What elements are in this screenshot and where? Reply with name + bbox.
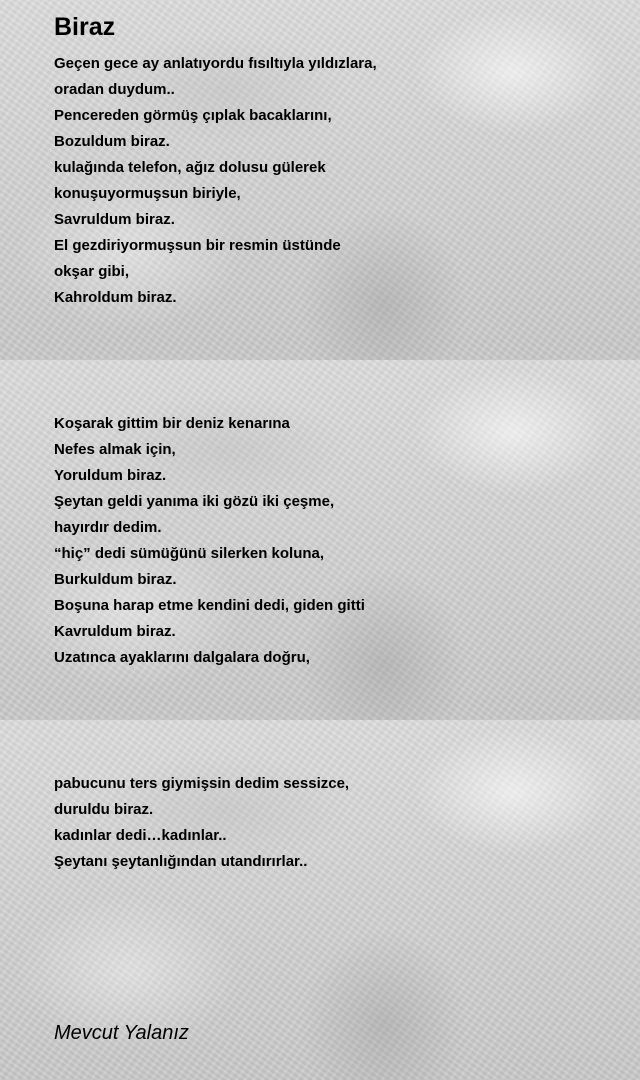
poem-line: oradan duydum.. [54, 81, 175, 98]
poem-line: Boşuna harap etme kendini dedi, giden gitti [54, 597, 365, 614]
poem-line: Pencereden görmüş çıplak bacaklarını, [54, 107, 332, 124]
poem-line: konuşuyormuşsun biriyle, [54, 185, 241, 202]
poem-line: Bozuldum biraz. [54, 133, 170, 150]
poem-line: Şeytanı şeytanlığından utandırırlar.. [54, 853, 308, 870]
poem-line: “hiç” dedi sümüğünü silerken koluna, [54, 545, 325, 562]
stanza-2 [54, 411, 365, 671]
poem-line: kulağında telefon, ağız dolusu gülerek [54, 159, 326, 176]
poem-line: hayırdır dedim. [54, 519, 162, 536]
poem-line: Koşarak gittim bir deniz kenarına [54, 415, 290, 432]
poem-title: Biraz [54, 13, 116, 41]
poem-line: Geçen gece ay anlatıyordu fısıltıyla yıldızlara, [54, 55, 377, 72]
stanza-3 [54, 771, 349, 875]
poem-line: duruldu biraz. [54, 801, 154, 818]
poem-line: El gezdiriyormuşsun bir resmin üstünde [54, 237, 341, 254]
poem-line: Kavruldum biraz. [54, 623, 176, 640]
poem-line: Yoruldum biraz. [54, 467, 167, 484]
poem-line: pabucunu ters giymişsin dedim sessizce, [54, 775, 350, 792]
poem-line: Kahroldum biraz. [54, 289, 177, 306]
stanza-1 [54, 51, 377, 311]
poem-line: Nefes almak için, [54, 441, 176, 458]
poem-line: Savruldum biraz. [54, 211, 175, 228]
poem-line: Şeytan geldi yanıma iki gözü iki çeşme, [54, 493, 335, 510]
poem-line: Burkuldum biraz. [54, 571, 177, 588]
poem-line: okşar gibi, [54, 263, 130, 280]
poem-line: Uzatınca ayaklarını dalgalara doğru, [54, 649, 310, 666]
poem-line: kadınlar dedi…kadınlar.. [54, 827, 227, 844]
poem-author: Mevcut Yalanız [54, 1022, 189, 1044]
